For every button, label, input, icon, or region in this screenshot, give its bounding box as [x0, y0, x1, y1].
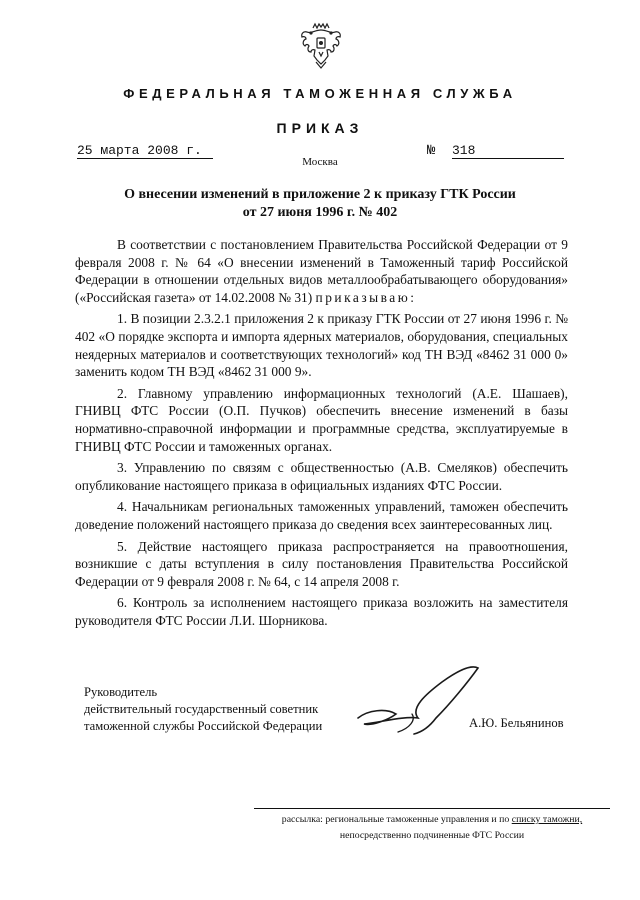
command-word: приказываю:	[315, 289, 417, 305]
clause-5: 5. Действие настоящего приказа распространяется на правоотношения, возникшие с даты вступления в силу постановления Правительства Российской Федерации от 9 февраля 2008 г. № 64, с 14 апреля 2008 г.	[75, 538, 568, 589]
document-type: ПРИКАЗ	[276, 120, 364, 136]
order-number: 318	[452, 143, 564, 159]
distribution-line-2: непосредственно подчиненные ФТС России	[339, 830, 525, 841]
signer-line-1: Руководитель	[84, 685, 158, 699]
clause-3: 3. Управлению по связям с общественностью (А.В. Смеляков) обеспечить опубликование настоящего приказа в официальных изданиях ФТС России.	[75, 460, 568, 493]
distribution-list	[254, 812, 610, 844]
preamble-paragraph	[75, 236, 568, 306]
signer-line-2: действительный государственный советник	[84, 702, 319, 716]
order-number-label: №	[427, 143, 436, 159]
clause-1: 1. В позиции 2.3.2.1 приложения 2 к приказу ГТК России от 27 июня 1996 г. № 402 «О порядке экспорта и импорта ядерных материалов, оборудования, специальных неядерных материалов и соответствующих технологий» код ТН ВЭД «8462 31 000 0» заменить кодом ТН ВЭД «8462 31 000 9».	[75, 311, 568, 380]
clause-4: 4. Начальникам региональных таможенных управлений, таможен обеспечить доведение положений настоящего приказа до сведения всех заинтересованных лиц.	[75, 499, 568, 532]
clause-2: 2. Главному управлению информационных технологий (А.Е. Шашаев), ГНИВЦ ФТС России (О.П. Пучков) обеспечить внесение изменений в базы нормативно-справочной информации и программные средства, эксплуатируемые в ГНИВЦ ФТС России и таможенных органах.	[75, 385, 568, 454]
signer-title	[84, 684, 322, 735]
order-body	[75, 236, 568, 633]
title-line-2: от 27 июня 1996 г. № 402	[242, 205, 398, 220]
order-date: 25 марта 2008 г.	[77, 143, 213, 159]
agency-name: ФЕДЕРАЛЬНАЯ ТАМОЖЕННАЯ СЛУЖБА	[123, 86, 517, 101]
distribution-prefix: рассылка: региональные таможенные управления и по	[281, 814, 510, 825]
signer-name: А.Ю. Бельянинов	[469, 716, 564, 730]
order-title	[0, 186, 640, 222]
clause-6: 6. Контроль за исполнением настоящего приказа возложить на заместителя руководителя ФТС России Л.И. Шорникова.	[75, 595, 568, 628]
signer-line-3: таможенной службы Российской Федерации	[84, 719, 323, 733]
emblem-icon	[299, 22, 343, 70]
handwritten-signature	[352, 660, 490, 750]
distribution-divider	[254, 808, 610, 809]
title-line-1: О внесении изменений в приложение 2 к приказу ГТК России	[124, 187, 516, 202]
distribution-line-1	[254, 812, 610, 828]
distribution-list-link[interactable]: списку таможни,	[511, 814, 583, 825]
city: Москва	[302, 156, 338, 168]
preamble-text: В соответствии с постановлением Правительства Российской Федерации от 9 февраля 2008 г. № 64 «О внесении изменений в Таможенный тариф Российской Федерации в отношении отдельных видов металлообрабатывающего оборудования» («Российская газета» от 14.02.2008 № 31)	[75, 237, 568, 305]
